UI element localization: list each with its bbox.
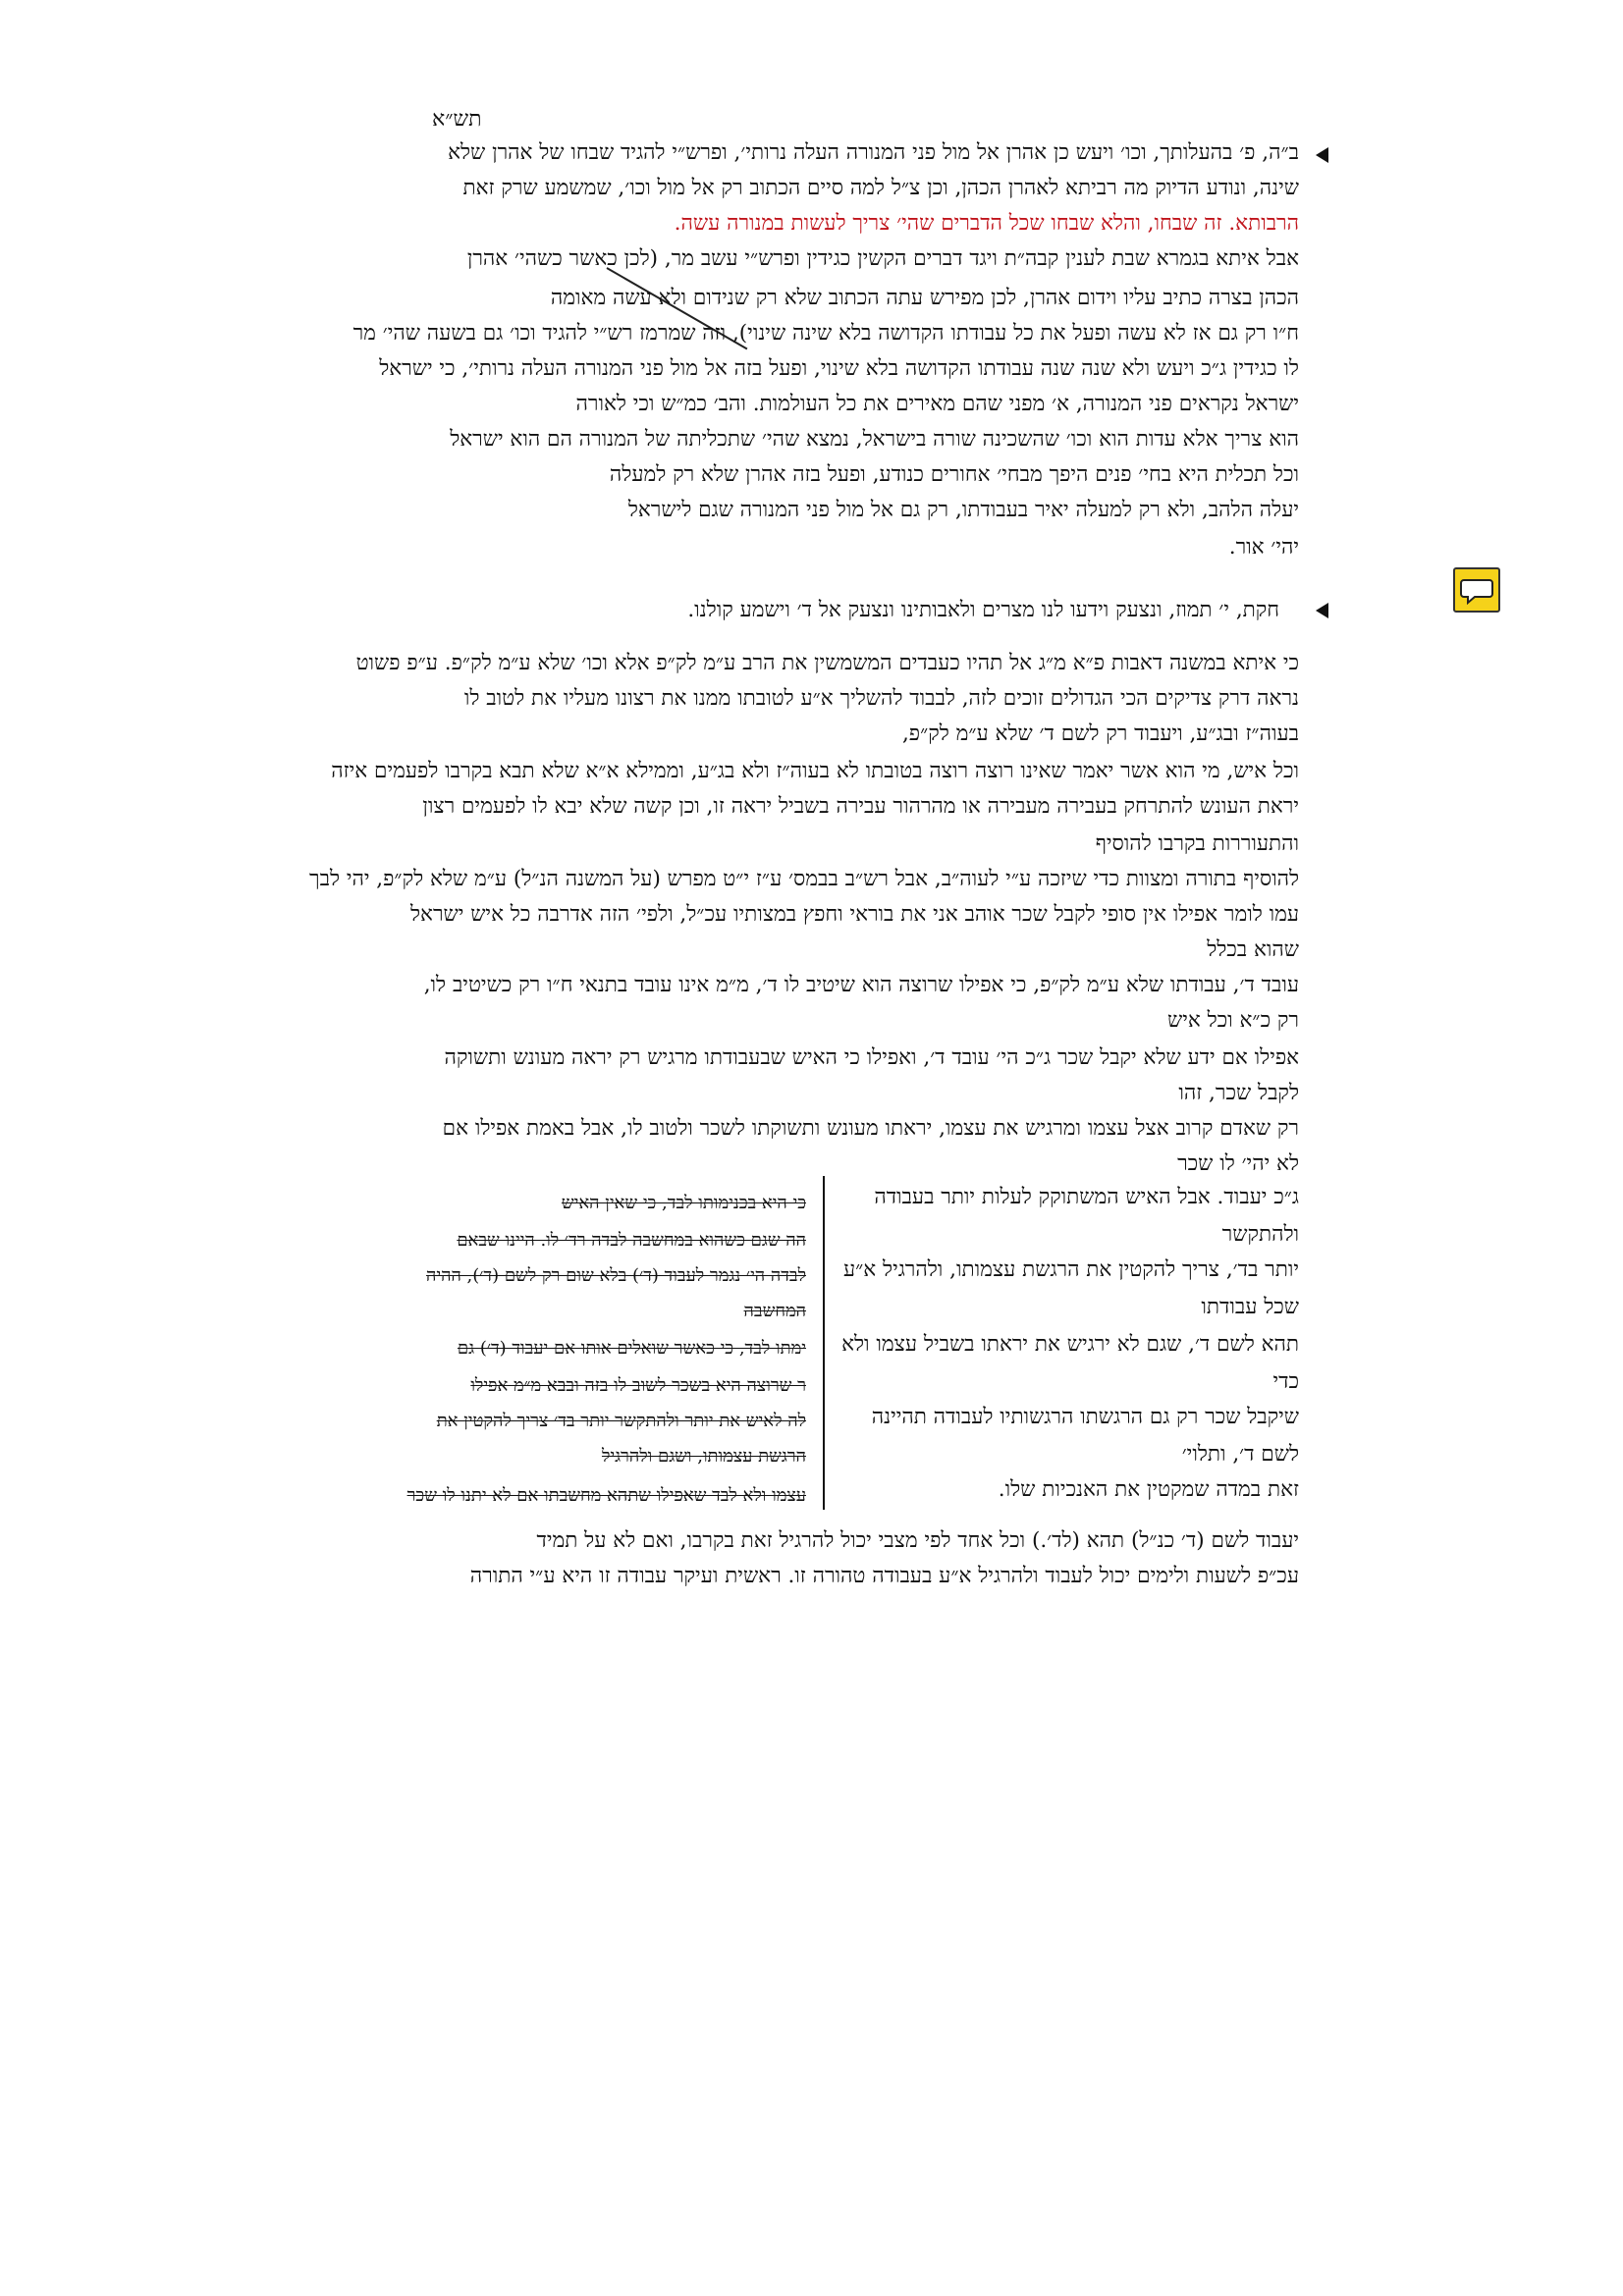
- column-line: כדי: [1272, 1369, 1299, 1394]
- closing-line: עכ״פ לשעות ולימים יכול לעבוד ולהרגיל א״ע בעבודה טהורה זו. ראשית ועיקר עבודה זו היא ע״י התורה: [469, 1564, 1299, 1588]
- text-line: רק שאדם קרוב אצל עצמו ומרגיש את עצמו, יראתו מעונש ותשוקתו לשכר ולטוב לו, אבל באמת אפילו אם: [442, 1116, 1299, 1141]
- text-line: שהוא בכלל: [1207, 937, 1299, 962]
- text-line: הכהן בצרה כתיב עליו וידום אהרן, לכן מפירש עתה הכתוב שלא רק שנידום ולא עשה מאומה: [550, 286, 1299, 310]
- text-line: לו כגידין ג״כ ויעש ולא שנה שנה עבודתו הקדושה בלא שינוי, ופעל בזה אל מול פני המנורה העלה נרותי׳, כי ישראל: [379, 356, 1299, 381]
- column-divider: [823, 1176, 825, 1510]
- struck-line: הה שגם כשהוא במחשבה לבדה רד׳ לו. היינו שבאם: [457, 1230, 806, 1251]
- text-line: עובד ד׳, עבודתו שלא ע״מ לק״פ, כי אפילו שרוצה הוא שיטיב לו ד׳, מ״מ אינו עובד בתנאי ח״ו רק כשיטיב לו,: [423, 973, 1299, 997]
- column-line: לשם ד׳, ותלוי׳: [1181, 1442, 1299, 1467]
- text-line: הוא צריך אלא עדות הוא וכו׳ שהשכינה שורה בישראל, נמצא שהי׳ שתכליתה של המנורה הם הוא ישראל: [450, 427, 1299, 452]
- comment-icon[interactable]: [1453, 567, 1500, 613]
- column-line: יותר בד׳, צריך להקטין את הרגשת עצמותו, ולהרגיל א״ע: [842, 1257, 1299, 1282]
- column-line: זאת במדה שמקטין את האנכיות שלו.: [998, 1477, 1299, 1502]
- page-header: תש״א: [432, 107, 482, 132]
- column-line: שכל עבודתו: [1201, 1295, 1299, 1319]
- struck-line: לה לאיש את יותר ולהתקשר יותר בד׳ צריך להקטין את: [436, 1411, 806, 1431]
- text-line: ח״ו רק גם אז לא עשה ופעל את כל עבודתו הקדושה בלא שינה שינוי), וזה שמרמז רש״י להגיד וכו׳ גם בשעה שהי׳ מר: [352, 321, 1299, 346]
- text-line: להוסיף בתורה ומצוות כדי שיזכה ע״י לעוה״ב, אבל רש״ב בבמס׳ ע״ז י״ט מפרש (על המשנה הנ״ל) ע״מ שלא לק״פ, יהי לבך: [309, 867, 1299, 891]
- bullet-marker: [1316, 603, 1328, 618]
- struck-line: המחשבה: [743, 1301, 806, 1321]
- struck-line: הרגשת עצמותו, ושגם ולהרגיל: [601, 1446, 806, 1467]
- closing-line: יעבוד לשם (ד׳ כנ״ל) תהא (לד׳.) וכל אחד לפי מצבי יכול להרגיל זאת בקרבו, ואם לא על תמיד: [536, 1528, 1299, 1553]
- text-line: ב״ה, פ׳ בהעלותך, וכו׳ ויעש כן אהרן אל מול פני המנורה העלה נרותי׳, ופרש״י להגיד שבחו של אהרן שלא: [448, 140, 1299, 165]
- text-line: לקבל שכר, זהו: [1178, 1081, 1299, 1105]
- column-line: תהא לשם ד׳, שגם לא ירגיש את יראתו בשביל עצמו ולא: [841, 1332, 1299, 1357]
- struck-line: ר שרוצה היא בשכר לשוב לו בזה ובבא מ״מ אפילו: [470, 1375, 806, 1396]
- struck-line: עצמו ולא לבד שאפילו שתהא מחשבתו אם לא יתנו לו שכר: [406, 1485, 806, 1506]
- text-line: נראה דרק צדיקים הכי הגדולים זוכים לזה, לבבוד להשליך א״ע לטובתו ממנו את רצונו מעליו את לטוב לו: [463, 686, 1299, 711]
- text-line: רק כ״א וכל איש: [1167, 1008, 1299, 1033]
- text-line: שינה, ונודע הדיוק מה רביתא לאהרן הכהן, וכן צ״ל למה סיים הכתוב רק אל מול וכו׳, שמשמע שרק זאת: [462, 176, 1299, 200]
- text-line: יעלה הלהב, ולא רק למעלה יאיר בעבודתו, רק גם אל מול פני המנורה שגם לישראל: [627, 498, 1299, 522]
- text-line: ישראל נקראים פני המנורה, א׳ מפני שהם מאירים את כל העולמות. והב׳ כמ״ש וכי לאורה: [575, 392, 1299, 416]
- struck-line: לבדה הי׳ נגמר לעבוד (ד׳) בלא שום רק לשם (ד׳), ההיה: [426, 1265, 806, 1286]
- struck-line: כי היא בכנימותו לבד, כי שאין האיש: [561, 1193, 806, 1213]
- text-line: חקת, י׳ תמוז, ונצעק וידעו לנו מצרים ולאבותינו ונצעק אל ד׳ וישמע קולנו.: [687, 598, 1279, 622]
- text-line: עמו לומר אפילו אין סופי לקבל שכר אוהב אני את בוראי וחפץ במצותיו עכ״ל, ולפי׳ הזה אדרבה כל איש ישראל: [410, 902, 1299, 927]
- text-line: אפילו אם ידע שלא יקבל שכר ג״כ הי׳ עובד ד׳, ואפילו כי האיש שבעבודתו מרגיש רק יראה מעונש ותשוקה: [444, 1045, 1299, 1070]
- text-line: הרבותא. זה שבחו, והלא שבחו שכל הדברים שהי׳ צריך לעשות במנורה עשה.: [674, 211, 1299, 236]
- text-line: יראת העונש להתרחק בעבירה מעבירה או מהרהור עבירה בשביל יראה זו, וכן קשה שלא יבא לו לפעמים רצון: [422, 794, 1299, 819]
- text-line: לא יהי׳ לו שכר: [1177, 1151, 1299, 1176]
- text-line: אבל איתא בגמרא שבת לענין קבה״ת ויגד דברים הקשין כגידין ופרש״י עשב מר, (לכן כאשר כשהי׳ אהרן: [466, 246, 1299, 271]
- column-line: ג״כ יעבוד. אבל האיש המשתוקק לעלות יותר בעבודה: [874, 1185, 1299, 1209]
- struck-line: ימתו לבד, כי כאשר שואלים אותו אם יעבוד (ד׳) גם: [457, 1338, 806, 1359]
- text-line: בעוה״ז ובג״ע, ויעבוד רק לשם ד׳ שלא ע״מ לק״פ,: [901, 721, 1299, 746]
- bullet-marker: [1316, 147, 1328, 163]
- text-line: והתעוררות בקרבו להוסיף: [1095, 831, 1299, 856]
- text-line: וכל תכלית היא בחי׳ פנים היפך מבחי׳ אחורים כנודע, ופעל בזה אהרן שלא רק למעלה: [609, 462, 1299, 487]
- column-line: שיקבל שכר רק גם הרגשתו הרגשותיו לעבודה תהיינה: [871, 1405, 1299, 1429]
- text-line: יהי׳ אור.: [1228, 535, 1299, 560]
- text-line: כי איתא במשנה דאבות פ״א מ״ג אל תהיו כעבדים המשמשין את הרב ע״מ לק״פ אלא וכו׳ שלא ע״מ לק״פ. ע״פ פשוט: [355, 651, 1299, 675]
- column-line: ולהתקשר: [1221, 1222, 1299, 1247]
- text-line: וכל איש, מי הוא אשר יאמר שאינו רוצה רוצה בטובתו לא בעוה״ז ולא בג״ע, וממילא א״א שלא תבא בקרבו לפעמים איזה: [331, 759, 1299, 783]
